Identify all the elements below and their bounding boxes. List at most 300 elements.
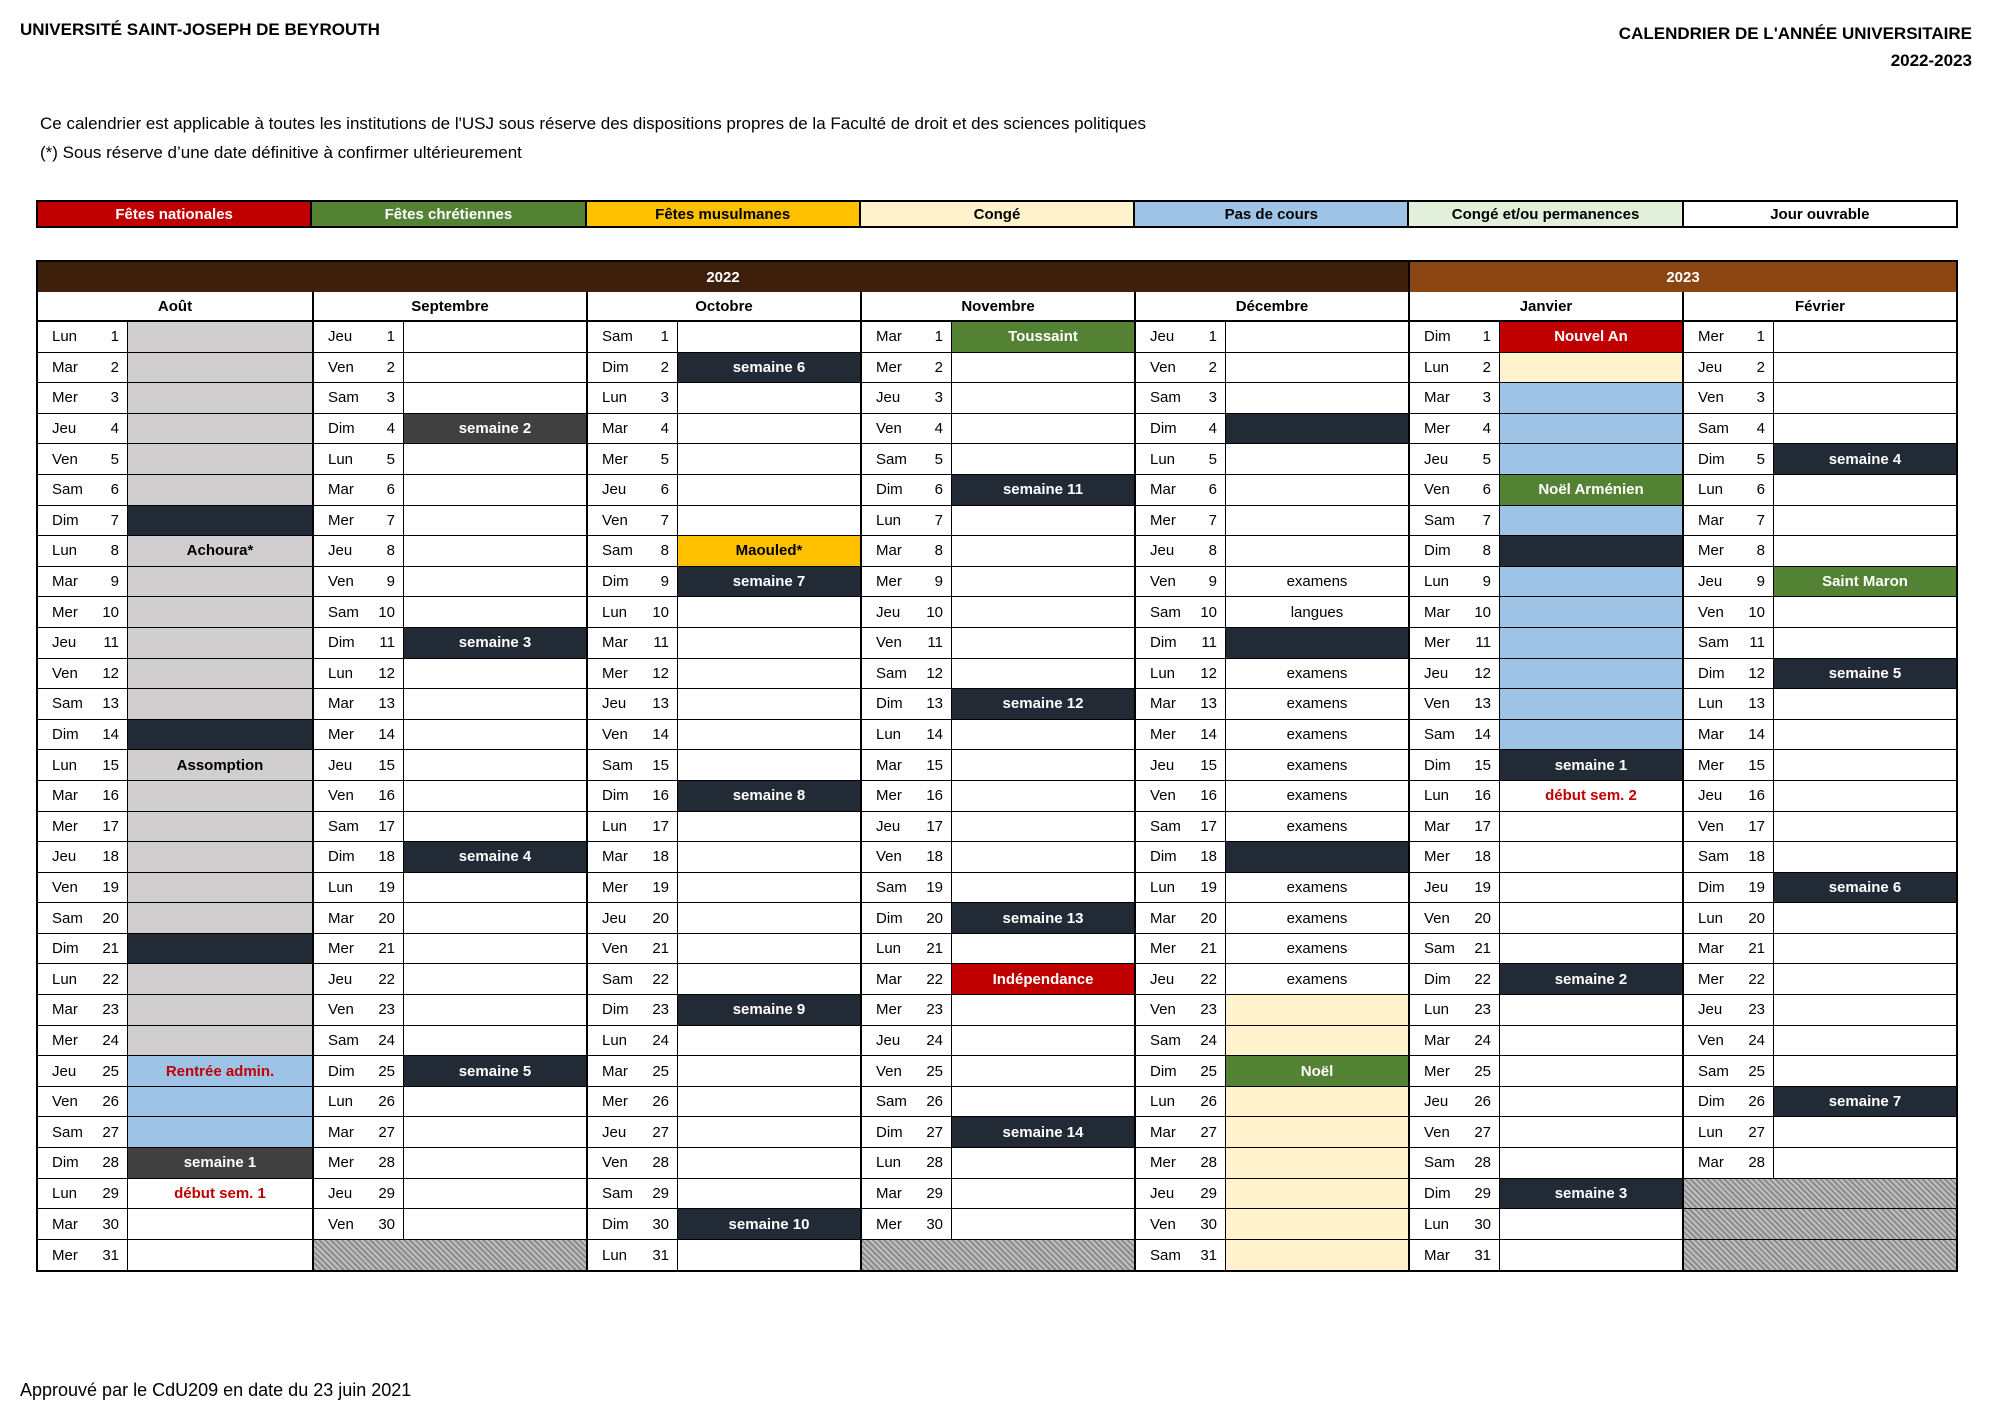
- day-number: 2: [642, 353, 678, 383]
- day-row: [1410, 353, 1682, 384]
- day-event: [404, 812, 586, 842]
- day-row: [588, 444, 860, 475]
- weekday-label: Mer: [52, 1246, 78, 1264]
- month-column: [38, 292, 312, 1272]
- day-number: 17: [92, 812, 128, 842]
- day-row: [1136, 414, 1408, 445]
- day-event: Noël Arménien: [1500, 475, 1682, 505]
- day-number: 15: [1190, 750, 1226, 780]
- day-number: 8: [368, 536, 404, 566]
- day-row: [862, 1117, 1134, 1148]
- day-event: [952, 1026, 1134, 1056]
- day-event: [678, 1179, 860, 1209]
- day-row: [862, 750, 1134, 781]
- day-row: [588, 567, 860, 598]
- day-event: Rentrée admin.: [128, 1056, 312, 1086]
- day-event: [952, 597, 1134, 627]
- day-event: [678, 1240, 860, 1271]
- weekday-label: Ven: [876, 1062, 902, 1080]
- day-row: [862, 812, 1134, 843]
- month-name: Août: [38, 292, 312, 322]
- day-number: 20: [642, 903, 678, 933]
- day-row: [588, 1240, 860, 1271]
- day-row: [1136, 1026, 1408, 1057]
- weekday-label: Ven: [876, 848, 902, 866]
- day-number: 1: [1464, 322, 1500, 352]
- day-row: [588, 1179, 860, 1210]
- day-row: [862, 995, 1134, 1026]
- month-column: [860, 292, 1134, 1272]
- day-event: semaine 4: [404, 842, 586, 872]
- day-event: [1500, 444, 1682, 474]
- weekday-label: Mer: [328, 1154, 354, 1172]
- day-event: examens: [1226, 812, 1408, 842]
- day-number: 8: [916, 536, 952, 566]
- day-number: 11: [1738, 628, 1774, 658]
- day-number: 30: [1190, 1209, 1226, 1239]
- day-row: [862, 781, 1134, 812]
- day-row: [1410, 567, 1682, 598]
- day-event: [128, 322, 312, 352]
- weekday-label: Mer: [1698, 756, 1724, 774]
- day-event: [1226, 414, 1408, 444]
- day-row: [862, 689, 1134, 720]
- day-number: 30: [92, 1209, 128, 1239]
- day-row: [1684, 750, 1956, 781]
- day-row: [1410, 934, 1682, 965]
- day-event: [952, 353, 1134, 383]
- weekday-label: Mer: [1150, 511, 1176, 529]
- weekday-label: Sam: [328, 603, 359, 621]
- weekday-label: Ven: [1150, 1215, 1176, 1233]
- day-number: 10: [1464, 597, 1500, 627]
- month-column: [312, 292, 586, 1272]
- day-row: [862, 353, 1134, 384]
- day-number: 19: [642, 873, 678, 903]
- day-event: [952, 1087, 1134, 1117]
- day-number: 27: [1464, 1117, 1500, 1147]
- weekday-label: Sam: [876, 450, 907, 468]
- weekday-label: Dim: [1424, 328, 1451, 346]
- day-event: [1774, 353, 1956, 383]
- day-event: [952, 628, 1134, 658]
- month-name: Janvier: [1410, 292, 1682, 322]
- day-event: [1774, 506, 1956, 536]
- day-row: [314, 781, 586, 812]
- day-event: [1774, 964, 1956, 994]
- day-event: [678, 597, 860, 627]
- weekday-label: Jeu: [52, 848, 77, 866]
- day-event: semaine 5: [404, 1056, 586, 1086]
- legend-item: Fêtes nationales: [38, 202, 312, 226]
- weekday-label: Mer: [876, 358, 902, 376]
- day-row: [1136, 1179, 1408, 1210]
- day-event: semaine 3: [1500, 1179, 1682, 1209]
- day-number: 25: [92, 1056, 128, 1086]
- day-event: semaine 6: [678, 353, 860, 383]
- day-row: [862, 1209, 1134, 1240]
- day-row: [1136, 1240, 1408, 1271]
- day-event: [1500, 1148, 1682, 1178]
- day-event: [1774, 781, 1956, 811]
- day-number: 22: [642, 964, 678, 994]
- day-event: Assomption: [128, 750, 312, 780]
- day-number: 23: [368, 995, 404, 1025]
- day-number: 24: [92, 1026, 128, 1056]
- day-number: 18: [368, 842, 404, 872]
- weekday-label: Lun: [602, 389, 628, 407]
- weekday-label: Mer: [328, 940, 354, 958]
- day-event: [678, 689, 860, 719]
- day-number: 4: [92, 414, 128, 444]
- day-event: [952, 934, 1134, 964]
- day-row: [38, 322, 312, 353]
- day-event: [1500, 720, 1682, 750]
- day-row: [1684, 934, 1956, 965]
- day-number: 21: [1190, 934, 1226, 964]
- day-number: 1: [92, 322, 128, 352]
- day-number: 12: [368, 659, 404, 689]
- weekday-label: Dim: [602, 573, 629, 591]
- month-name: Novembre: [862, 292, 1134, 322]
- weekday-label: Jeu: [602, 1123, 627, 1141]
- day-event: [404, 1209, 586, 1239]
- day-number: 5: [92, 444, 128, 474]
- day-number: 5: [642, 444, 678, 474]
- day-event: [1500, 353, 1682, 383]
- weekday-label: Dim: [876, 909, 903, 927]
- day-number: 10: [642, 597, 678, 627]
- day-row: [1136, 934, 1408, 965]
- weekday-label: Mar: [876, 1184, 902, 1202]
- day-event: [1226, 536, 1408, 566]
- day-row: [1410, 506, 1682, 537]
- weekday-label: Sam: [1150, 1031, 1181, 1049]
- day-row: [38, 1026, 312, 1057]
- day-event: [952, 383, 1134, 413]
- day-row: [1684, 1117, 1956, 1148]
- weekday-label: Sam: [1698, 634, 1729, 652]
- day-number: 16: [1464, 781, 1500, 811]
- day-number: 28: [1464, 1148, 1500, 1178]
- day-number: 20: [92, 903, 128, 933]
- day-event: [1500, 934, 1682, 964]
- day-event: [1774, 995, 1956, 1025]
- day-number: 16: [1738, 781, 1774, 811]
- day-row: [314, 964, 586, 995]
- weekday-label: Ven: [876, 634, 902, 652]
- weekday-label: Ven: [328, 1215, 354, 1233]
- day-row: [314, 659, 586, 690]
- day-number: 9: [642, 567, 678, 597]
- weekday-label: Mar: [1698, 1154, 1724, 1172]
- weekday-label: Sam: [602, 970, 633, 988]
- weekday-label: Sam: [52, 1123, 83, 1141]
- weekday-label: Sam: [1150, 817, 1181, 835]
- weekday-label: Lun: [1150, 664, 1176, 682]
- day-event: [128, 567, 312, 597]
- weekday-label: Jeu: [328, 542, 353, 560]
- note-scope: Ce calendrier est applicable à toutes les institutions de l'USJ sous réserve des dispositions propres de la Faculté de droit et des sciences politiques: [40, 114, 1147, 133]
- day-row: [1684, 414, 1956, 445]
- weekday-label: Lun: [328, 450, 354, 468]
- weekday-label: Dim: [1150, 848, 1177, 866]
- day-event: [952, 995, 1134, 1025]
- day-number: 12: [1190, 659, 1226, 689]
- day-event: [678, 1087, 860, 1117]
- weekday-label: Lun: [876, 511, 902, 529]
- day-row: [1136, 353, 1408, 384]
- day-number: 8: [1190, 536, 1226, 566]
- day-number: 13: [368, 689, 404, 719]
- day-row: [588, 659, 860, 690]
- weekday-label: Ven: [1698, 1031, 1724, 1049]
- day-row: [862, 536, 1134, 567]
- day-event: [1500, 506, 1682, 536]
- day-number: 6: [1190, 475, 1226, 505]
- day-event: [1500, 842, 1682, 872]
- day-number: 7: [1464, 506, 1500, 536]
- day-row: [1410, 383, 1682, 414]
- day-number: 7: [92, 506, 128, 536]
- weekday-label: Dim: [602, 1215, 629, 1233]
- day-number: 4: [368, 414, 404, 444]
- day-event: semaine 11: [952, 475, 1134, 505]
- day-number: 26: [1738, 1087, 1774, 1117]
- day-number: 8: [1738, 536, 1774, 566]
- day-event: Noël: [1226, 1056, 1408, 1086]
- day-event: semaine 7: [678, 567, 860, 597]
- weekday-label: Lun: [52, 756, 78, 774]
- day-number: 3: [1464, 383, 1500, 413]
- weekday-label: Mer: [1698, 328, 1724, 346]
- day-number: 26: [916, 1087, 952, 1117]
- day-event: [1226, 995, 1408, 1025]
- day-number: 12: [642, 659, 678, 689]
- weekday-label: Mer: [602, 664, 628, 682]
- day-event: [678, 414, 860, 444]
- day-row: [38, 444, 312, 475]
- weekday-label: Ven: [328, 1001, 354, 1019]
- weekday-label: Dim: [876, 695, 903, 713]
- day-row: [1410, 995, 1682, 1026]
- day-row: [588, 750, 860, 781]
- day-number: 29: [368, 1179, 404, 1209]
- day-number: 17: [368, 812, 404, 842]
- weekday-label: Mar: [1698, 511, 1724, 529]
- day-number: 1: [1190, 322, 1226, 352]
- day-row: [314, 383, 586, 414]
- day-number: 15: [1738, 750, 1774, 780]
- weekday-label: Lun: [602, 1246, 628, 1264]
- day-row: [1684, 1240, 1956, 1271]
- weekday-label: Dim: [1698, 878, 1725, 896]
- day-row: [1136, 812, 1408, 843]
- weekday-label: Lun: [328, 1093, 354, 1111]
- day-row: [862, 567, 1134, 598]
- day-number: 6: [368, 475, 404, 505]
- day-row: [1410, 1148, 1682, 1179]
- day-event: examens: [1226, 903, 1408, 933]
- day-number: 18: [1190, 842, 1226, 872]
- day-number: 27: [916, 1117, 952, 1147]
- day-number: 20: [1738, 903, 1774, 933]
- weekday-label: Mer: [1698, 970, 1724, 988]
- day-row: [314, 750, 586, 781]
- weekday-label: Lun: [1424, 1001, 1450, 1019]
- day-number: 11: [1464, 628, 1500, 658]
- day-row: [1684, 720, 1956, 751]
- day-row: [1684, 781, 1956, 812]
- day-row: [862, 506, 1134, 537]
- day-row: [1684, 812, 1956, 843]
- day-row: [862, 1240, 1134, 1271]
- day-number: 4: [1738, 414, 1774, 444]
- day-number: 19: [368, 873, 404, 903]
- day-row: [862, 444, 1134, 475]
- day-event: [1226, 628, 1408, 658]
- day-event: [952, 444, 1134, 474]
- weekday-label: Mar: [328, 1123, 354, 1141]
- weekday-label: Mar: [602, 1062, 628, 1080]
- weekday-label: Jeu: [876, 603, 901, 621]
- weekday-label: Lun: [602, 603, 628, 621]
- day-row: [588, 873, 860, 904]
- day-row: [1684, 475, 1956, 506]
- weekday-label: Lun: [328, 878, 354, 896]
- day-number: 23: [1190, 995, 1226, 1025]
- day-event: [1226, 353, 1408, 383]
- day-number: 11: [1190, 628, 1226, 658]
- day-number: 20: [368, 903, 404, 933]
- day-number: 8: [1464, 536, 1500, 566]
- day-row: [588, 842, 860, 873]
- weekday-label: Mar: [52, 1001, 78, 1019]
- weekday-label: Ven: [52, 878, 78, 896]
- day-number: 8: [92, 536, 128, 566]
- day-event: [1774, 597, 1956, 627]
- day-event: examens: [1226, 964, 1408, 994]
- day-number: 6: [1738, 475, 1774, 505]
- day-row: [1136, 1056, 1408, 1087]
- day-event: [1500, 995, 1682, 1025]
- weekday-label: Lun: [52, 542, 78, 560]
- day-event: [952, 506, 1134, 536]
- day-number: 13: [642, 689, 678, 719]
- day-event: [404, 873, 586, 903]
- weekday-label: Lun: [1150, 450, 1176, 468]
- day-row: [1136, 750, 1408, 781]
- day-row: [1410, 1117, 1682, 1148]
- day-event: [678, 659, 860, 689]
- day-event: [128, 934, 312, 964]
- day-event: [1774, 1026, 1956, 1056]
- weekday-label: Mar: [1424, 817, 1450, 835]
- day-number: 24: [1464, 1026, 1500, 1056]
- weekday-label: Lun: [1698, 481, 1724, 499]
- day-number: 11: [92, 628, 128, 658]
- day-event: [404, 1117, 586, 1147]
- month-column: [1682, 292, 1956, 1272]
- day-event: semaine 12: [952, 689, 1134, 719]
- weekday-label: Jeu: [876, 1031, 901, 1049]
- weekday-label: Ven: [1150, 573, 1176, 591]
- day-row: [1136, 444, 1408, 475]
- weekday-label: Jeu: [1424, 664, 1449, 682]
- day-event: [1226, 506, 1408, 536]
- day-row: [862, 1148, 1134, 1179]
- weekday-label: Jeu: [328, 970, 353, 988]
- day-event: [128, 720, 312, 750]
- day-row: [38, 353, 312, 384]
- weekday-label: Sam: [328, 817, 359, 835]
- day-event: semaine 1: [1500, 750, 1682, 780]
- day-number: 17: [1464, 812, 1500, 842]
- day-event: [1500, 1240, 1682, 1271]
- day-number: 28: [1190, 1148, 1226, 1178]
- day-event: [404, 1179, 586, 1209]
- day-number: 31: [92, 1240, 128, 1271]
- day-number: 5: [1738, 444, 1774, 474]
- day-event: [952, 1209, 1134, 1239]
- day-number: 25: [916, 1056, 952, 1086]
- day-row: [1136, 659, 1408, 690]
- weekday-label: Mar: [876, 328, 902, 346]
- day-row: [862, 628, 1134, 659]
- weekday-label: Mar: [328, 481, 354, 499]
- day-event: [1500, 659, 1682, 689]
- day-event: [128, 353, 312, 383]
- weekday-label: Sam: [602, 756, 633, 774]
- day-number: 16: [642, 781, 678, 811]
- day-number: 16: [1190, 781, 1226, 811]
- weekday-label: Mer: [876, 1001, 902, 1019]
- weekday-label: Lun: [1424, 573, 1450, 591]
- day-event: [128, 812, 312, 842]
- weekday-label: Ven: [602, 726, 628, 744]
- weekday-label: Mar: [52, 1215, 78, 1233]
- day-row: [38, 597, 312, 628]
- day-event: [678, 873, 860, 903]
- day-event: [128, 689, 312, 719]
- day-row: [1410, 1087, 1682, 1118]
- day-number: 15: [92, 750, 128, 780]
- weekday-label: Mar: [52, 787, 78, 805]
- day-number: 17: [1190, 812, 1226, 842]
- weekday-label: Sam: [876, 1093, 907, 1111]
- day-event: semaine 3: [404, 628, 586, 658]
- day-number: 15: [916, 750, 952, 780]
- day-number: 27: [1738, 1117, 1774, 1147]
- day-row: [862, 597, 1134, 628]
- day-number: 12: [1738, 659, 1774, 689]
- day-row: [38, 689, 312, 720]
- day-number: 16: [916, 781, 952, 811]
- day-row: [1684, 1056, 1956, 1087]
- day-row: [314, 1026, 586, 1057]
- weekday-label: Mar: [328, 695, 354, 713]
- day-row: [588, 720, 860, 751]
- weekday-label: Ven: [328, 573, 354, 591]
- day-event: semaine 2: [1500, 964, 1682, 994]
- day-event: [1500, 414, 1682, 444]
- day-row: [862, 934, 1134, 965]
- day-number: 21: [92, 934, 128, 964]
- day-number: 28: [1738, 1148, 1774, 1178]
- day-event: [128, 1209, 312, 1239]
- day-number: 18: [1738, 842, 1774, 872]
- weekday-label: Lun: [1150, 878, 1176, 896]
